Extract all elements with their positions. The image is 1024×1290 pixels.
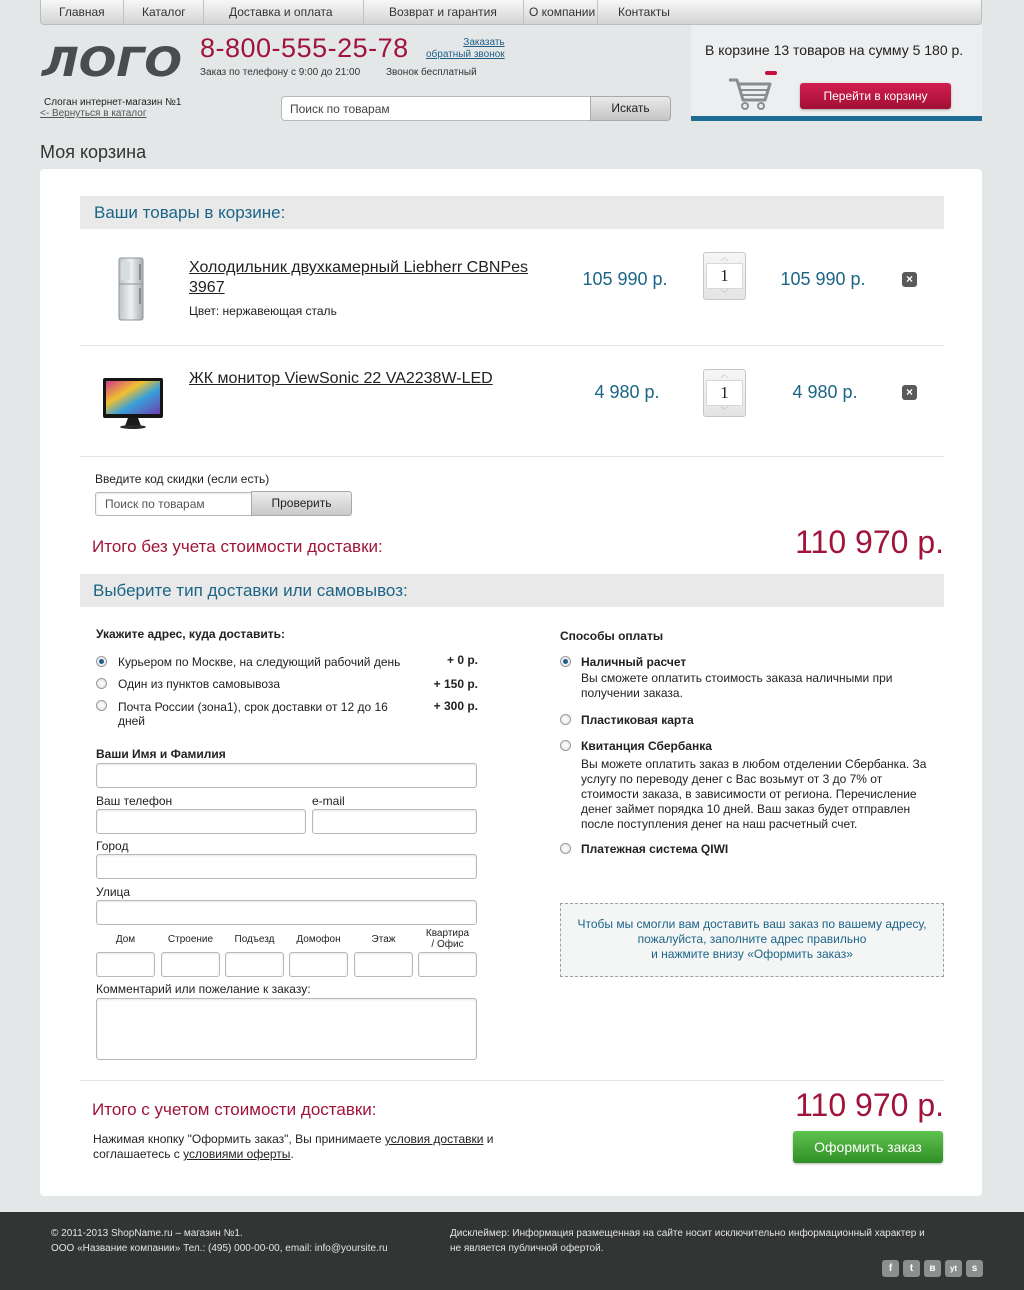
intercom-field[interactable] — [289, 952, 348, 977]
terms-prefix: Нажимая кнопку "Оформить заказ", Вы принимаете — [93, 1132, 385, 1146]
terms-text — [93, 1132, 494, 1162]
total-divider — [80, 1080, 944, 1081]
delivery-option-price: + 0 р. — [446, 653, 478, 667]
product-name-link[interactable] — [189, 369, 493, 389]
payment-radio[interactable] — [560, 843, 571, 854]
flat-label-line1: Квартира — [425, 928, 470, 939]
comment-label: Комментарий или пожелание к заказу: — [96, 982, 311, 996]
delivery-terms-link[interactable]: условия доставки — [384, 1132, 484, 1146]
comment-textarea[interactable] — [96, 998, 477, 1060]
payment-desc-line: стоимости заказа, в зависимости от региона. Перечисление — [581, 787, 917, 801]
footer-copyright: © 2011-2013 ShopName.ru – магазин №1. — [51, 1228, 243, 1239]
facebook-icon[interactable]: f — [882, 1260, 899, 1277]
shopping-cart-icon — [727, 70, 779, 112]
flat-field[interactable] — [418, 952, 477, 977]
quantity-stepper[interactable] — [703, 369, 746, 417]
go-to-cart-button[interactable]: Перейти в корзину — [800, 83, 951, 109]
slogan: Слоган интернет-магазин №1 — [44, 97, 182, 108]
intercom-label: Домофон — [296, 934, 341, 945]
order-time: Заказ по телефону с 9:00 до 21:00 — [200, 67, 361, 78]
delivery-option-label: Курьером по Москве, на следующий рабочий день — [118, 655, 401, 669]
phone-label: Ваш телефон — [96, 794, 173, 808]
phone-number: 8-800-555-25-78 — [200, 33, 409, 63]
flat-label-line2: / Офис — [431, 939, 464, 950]
callback-line2: обратный звонок — [426, 49, 505, 60]
payment-desc-line: Вы можете оплатить заказ в любом отделении Сбербанка. За — [581, 757, 927, 771]
footer-company-info — [51, 1226, 388, 1256]
delete-item-icon[interactable]: × — [902, 272, 917, 287]
delivery-option-label — [118, 700, 388, 728]
email-label: e-mail — [312, 794, 345, 808]
site-logo[interactable] — [40, 38, 185, 82]
place-order-button[interactable]: Оформить заказ — [793, 1131, 943, 1163]
decrease-arrow-icon[interactable]: ﹀ — [720, 406, 729, 415]
increase-arrow-icon[interactable]: ︿ — [720, 370, 729, 379]
payment-option-name: Платежная система QIWI — [581, 842, 729, 856]
building-field[interactable] — [161, 952, 220, 977]
email-field[interactable] — [312, 809, 477, 834]
payment-radio[interactable] — [560, 656, 571, 667]
free-call-note: Звонок бесплатный — [386, 67, 477, 78]
floor-label: Этаж — [371, 934, 396, 945]
discount-label: Введите код скидки (если есть) — [95, 472, 270, 486]
street-label: Улица — [96, 885, 131, 899]
delivery-option-price: + 300 р. — [433, 699, 478, 713]
delivery-radio[interactable] — [96, 656, 107, 667]
disclaimer-line: не является публичной офертой. — [450, 1243, 604, 1254]
building-label: Строение — [167, 934, 214, 945]
total-label: Итого с учетом стоимости доставки: — [92, 1100, 377, 1119]
payment-desc-line: Вы сможете оплатить стоимость заказа наличными при — [581, 671, 893, 685]
callback-line1: Заказать — [463, 37, 505, 48]
product-sum: 4 980 р. — [792, 382, 858, 402]
terms-line2-prefix: соглашаетесь с — [93, 1147, 184, 1161]
payment-heading: Способы оплаты — [560, 629, 664, 643]
flat-label — [418, 928, 477, 950]
payment-option-desc — [581, 671, 892, 701]
info-line: пожалуйста, заполните адрес правильно — [637, 932, 867, 946]
nav-item-contacts[interactable]: Контакты — [618, 5, 670, 19]
street-field[interactable] — [96, 900, 477, 925]
entrance-label: Подъезд — [234, 934, 275, 945]
top-navigation — [40, 0, 982, 25]
product-name-link[interactable] — [189, 258, 528, 298]
decrease-arrow-icon[interactable]: ﹀ — [720, 289, 729, 298]
city-label: Город — [96, 839, 129, 853]
quantity-value[interactable]: 1 — [706, 263, 743, 289]
product-price: 4 980 р. — [594, 382, 660, 402]
product-name-line1: ЖК монитор ViewSonic 22 VA2238W-LED — [189, 370, 493, 387]
quantity-value[interactable]: 1 — [706, 380, 743, 406]
item-divider — [80, 456, 944, 457]
payment-radio[interactable] — [560, 714, 571, 725]
nav-item-home[interactable]: Главная — [41, 0, 124, 24]
payment-option-name: Пластиковая карта — [581, 713, 694, 727]
logo-text: ЛОГО — [40, 40, 183, 82]
entrance-field[interactable] — [225, 952, 284, 977]
product-color: Цвет: нержавеющая сталь — [189, 304, 337, 318]
phone-field[interactable] — [96, 809, 306, 834]
search-input[interactable]: Поиск по товарам — [281, 96, 591, 121]
city-field[interactable] — [96, 854, 477, 879]
name-label: Ваши Имя и Фамилия — [96, 747, 226, 761]
subtotal-value: 110 970 р. — [795, 524, 944, 560]
fridge-image[interactable] — [110, 254, 150, 324]
delivery-option-label-line1: Почта России (зона1), срок доставки от 12 до 16 — [118, 700, 388, 714]
address-info-box — [560, 903, 944, 977]
page-title: Моя корзина — [40, 142, 147, 162]
product-price: 105 990 р. — [582, 269, 668, 289]
discount-code-input[interactable]: Поиск по товарам — [95, 492, 255, 516]
floor-field[interactable] — [354, 952, 413, 977]
name-field[interactable] — [96, 763, 477, 788]
cart-section-header: Ваши товары в корзине: — [80, 196, 944, 229]
check-discount-button[interactable]: Проверить — [251, 491, 352, 516]
back-to-catalog-link[interactable]: <- Вернуться в каталог — [40, 108, 147, 119]
payment-option-name: Квитанция Сбербанка — [581, 739, 712, 753]
info-line: Чтобы мы смогли вам доставить ваш заказ по вашему адресу, — [577, 917, 927, 931]
info-line: и нажмите внизу «Оформить заказ» — [651, 947, 853, 961]
nav-item-about[interactable]: О компании — [524, 0, 598, 24]
product-name-line1: Холодильник двухкамерный Liebherr CBNPes — [189, 259, 529, 276]
disclaimer-line: Дисклеймер: Информация размещенная на сайте носит исключительно информационный характер и — [450, 1228, 925, 1239]
product-sum: 105 990 р. — [780, 269, 866, 289]
payment-desc-line: услугу по переводу денег с Вас возьмут от 3 до 7% от — [581, 772, 883, 786]
offer-terms-link[interactable]: условиями оферты — [183, 1147, 291, 1161]
skype-icon[interactable]: s — [966, 1260, 983, 1277]
house-field[interactable] — [96, 952, 155, 977]
house-label: Дом — [115, 934, 136, 945]
footer-contacts: ООО «Название компании» Тел.: (495) 000-00-00, email: info@yoursite.ru — [51, 1243, 388, 1254]
delivery-section-header: Выберите тип доставки или самовывоз: — [80, 574, 944, 607]
payment-option-name: Наличный расчет — [581, 655, 687, 669]
delete-item-icon[interactable]: × — [902, 385, 917, 400]
monitor-image[interactable] — [100, 374, 166, 430]
subtotal-label: Итого без учета стоимости доставки: — [92, 537, 383, 556]
terms-middle: и — [483, 1132, 494, 1146]
product-name-line2: 3967 — [189, 279, 225, 296]
payment-desc-line: после поступления денег на наш расчетный счет. — [581, 817, 858, 831]
nav-item-delivery[interactable]: Доставка и оплата — [204, 0, 364, 24]
quantity-stepper[interactable] — [703, 252, 746, 300]
vkontakte-icon[interactable]: в — [924, 1260, 941, 1277]
nav-item-returns[interactable]: Возврат и гарантия — [364, 0, 524, 24]
payment-radio[interactable] — [560, 740, 571, 751]
total-value: 110 970 р. — [795, 1087, 944, 1123]
delivery-option-price: + 150 р. — [433, 677, 478, 691]
youtube-icon[interactable]: yt — [945, 1260, 962, 1277]
terms-suffix: . — [290, 1147, 294, 1161]
callback-link[interactable] — [426, 37, 505, 61]
nav-item-catalog[interactable]: Каталог — [124, 0, 204, 24]
delivery-radio[interactable] — [96, 678, 107, 689]
delivery-option-label: Один из пунктов самовывоза — [118, 677, 281, 691]
payment-desc-line: денег займет порядка 10 дней. Ваш заказ будет отправлен — [581, 802, 911, 816]
search-button[interactable]: Искать — [590, 96, 671, 121]
item-divider — [80, 345, 944, 346]
increase-arrow-icon[interactable]: ︿ — [720, 253, 729, 262]
footer-disclaimer — [450, 1226, 925, 1256]
cart-summary: В корзине 13 товаров на сумму 5 180 р. — [705, 42, 964, 58]
payment-desc-line: получении заказа. — [581, 686, 683, 700]
delivery-heading: Укажите адрес, куда доставить: — [96, 627, 285, 641]
payment-option-desc — [581, 757, 926, 832]
twitter-icon[interactable]: t — [903, 1260, 920, 1277]
delivery-radio[interactable] — [96, 700, 107, 711]
delivery-option-label-line2: дней — [118, 714, 146, 728]
